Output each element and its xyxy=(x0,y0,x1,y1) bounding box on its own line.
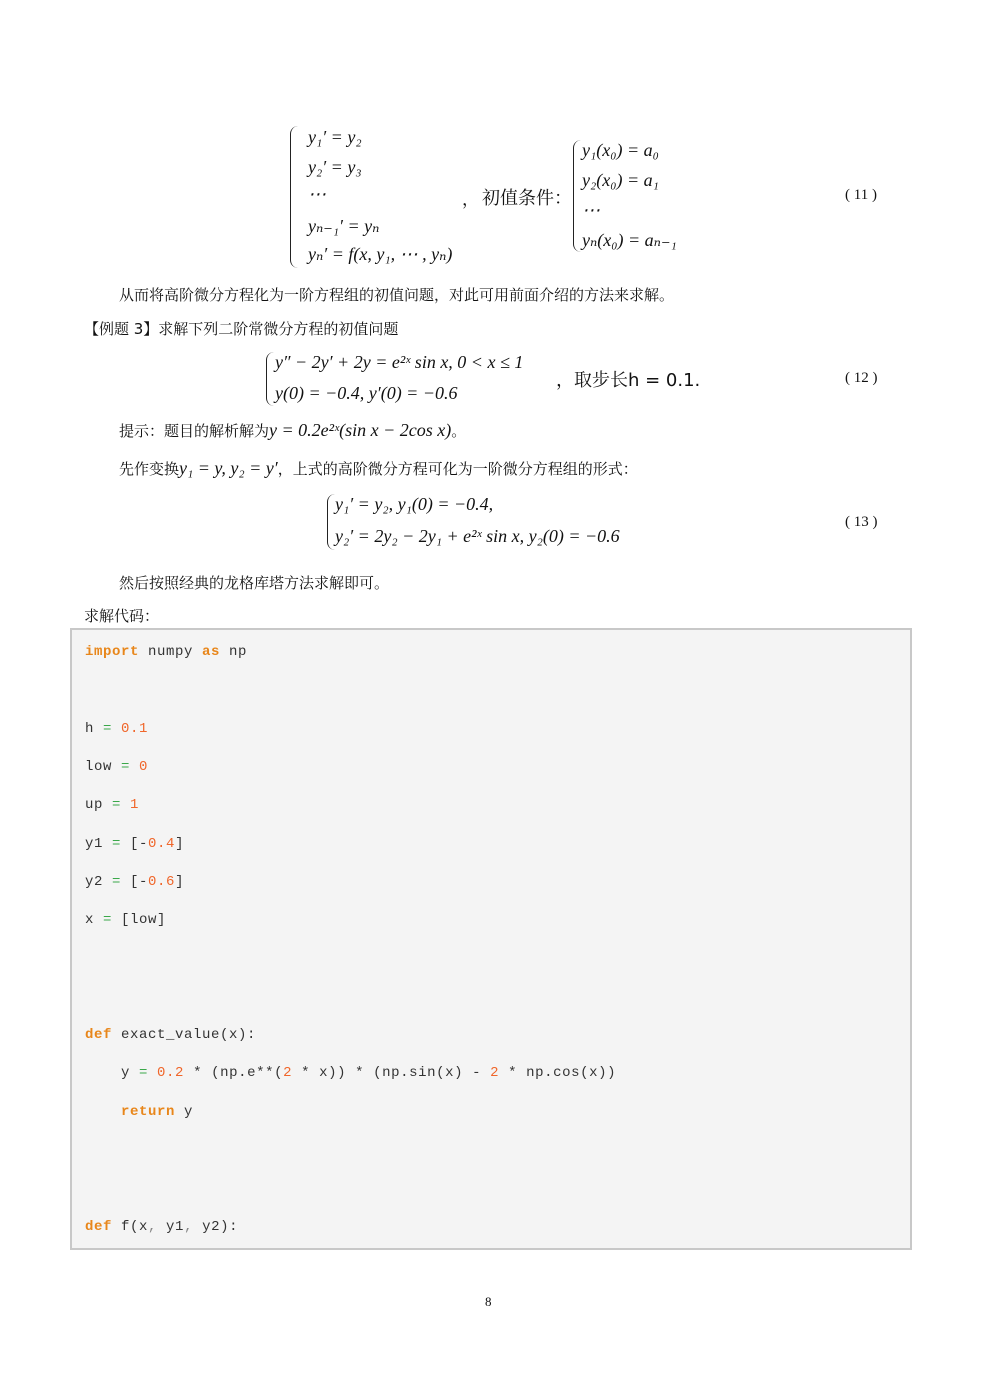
code-token: f(x xyxy=(112,1219,149,1235)
code-token: ] xyxy=(175,874,185,890)
equation-number: ( 13 ) xyxy=(845,514,878,530)
eq11-line: yₙ₋₁′ = yₙ xyxy=(308,216,380,236)
code-line xyxy=(85,797,139,813)
code-token: = xyxy=(103,912,113,928)
step-size: ，取步长h = 0.1. xyxy=(556,370,701,391)
transform-text: ，上式的高阶微分方程可化为一阶微分方程组的形式： xyxy=(277,460,638,478)
code-token xyxy=(112,721,121,737)
code-line xyxy=(85,644,247,660)
example-title: 【例题 3】求解下列二阶常微分方程的初值问题 xyxy=(84,320,399,338)
code-token: 0 xyxy=(139,759,149,775)
code-token: = xyxy=(103,721,113,737)
hint xyxy=(119,420,466,441)
code-token: import xyxy=(85,644,140,660)
code-token: def xyxy=(85,1027,113,1043)
paragraph: 然后按照经典的龙格库塔方法求解即可。 xyxy=(119,574,390,592)
code-token: * np.cos(x)) xyxy=(499,1065,617,1081)
condition-line: y₂(x₀) = a₁ xyxy=(582,170,659,190)
code-token: = xyxy=(112,797,122,813)
code-token: = xyxy=(112,836,122,852)
code-line xyxy=(85,912,166,928)
code-token: y xyxy=(175,1104,194,1120)
code-block xyxy=(70,628,912,1250)
code-token: x xyxy=(85,912,104,928)
code-token: [low] xyxy=(112,912,167,928)
transform xyxy=(119,458,638,479)
eq13-line: y₂′ = 2y₂ − 2y₁ + e²ˣ sin x, y₂(0) = −0.6 xyxy=(335,526,620,546)
code-token: 2 xyxy=(283,1065,293,1081)
right-brace xyxy=(573,140,582,252)
initial-condition-label: 初值条件： xyxy=(482,188,572,209)
code-line xyxy=(85,1027,256,1043)
code-line xyxy=(85,759,148,775)
code-token: numpy xyxy=(139,644,203,660)
left-brace xyxy=(290,126,299,268)
transform-text: 先作变换 xyxy=(119,460,180,478)
code-token: 0.1 xyxy=(121,721,149,737)
code-token: * x)) * (np.sin(x) - xyxy=(292,1065,491,1081)
code-token: 2 xyxy=(490,1065,500,1081)
code-token: y2): xyxy=(193,1219,239,1235)
code-token: y1 xyxy=(157,1219,185,1235)
eq11-line: yₙ′ = f(x, y₁, ⋯ , yₙ) xyxy=(308,244,453,264)
code-token xyxy=(121,797,130,813)
eq11-line: y₂′ = y₃ xyxy=(308,157,362,177)
code-token: exact_value(x): xyxy=(112,1027,257,1043)
code-token: np xyxy=(220,644,248,660)
code-token xyxy=(130,759,139,775)
eq11-line: y₁′ = y₂ xyxy=(308,127,362,147)
condition-line: y₁(x₀) = a₀ xyxy=(582,140,659,160)
code-token: as xyxy=(202,644,221,660)
code-token: , xyxy=(148,1219,158,1235)
equation-number: ( 11 ) xyxy=(845,187,877,203)
code-token: up xyxy=(85,797,113,813)
code-token: low xyxy=(85,759,122,775)
hint-label: 提示：题目的解析解为 xyxy=(119,422,270,440)
eq12-line: y(0) = −0.4, y′(0) = −0.6 xyxy=(275,383,458,403)
condition-line: ⋯ xyxy=(582,200,600,220)
code-line xyxy=(85,721,148,737)
code-token: [- xyxy=(121,874,149,890)
code-token: = xyxy=(121,759,131,775)
code-line xyxy=(85,1104,193,1120)
condition-line: yₙ(x₀) = aₙ₋₁ xyxy=(582,230,677,250)
code-token: 0.6 xyxy=(148,874,176,890)
paragraph: 从而将高阶微分方程化为一阶方程组的初值问题，对此可用前面介绍的方法来求解。 xyxy=(119,286,675,304)
code-token: y2 xyxy=(85,874,113,890)
brace xyxy=(266,352,275,406)
code-line xyxy=(85,1065,616,1081)
code-token xyxy=(148,1065,157,1081)
hint-formula: y = 0.2e²ˣ(sin x − 2cos x) xyxy=(269,420,452,440)
code-token: h xyxy=(85,721,104,737)
comma: ， xyxy=(462,190,479,210)
eq12-line: y″ − 2y′ + 2y = e²ˣ sin x, 0 < x ≤ 1 xyxy=(275,352,524,372)
code-line xyxy=(85,874,184,890)
page-number: 8 xyxy=(485,1294,492,1309)
code-label: 求解代码： xyxy=(84,607,160,625)
code-token: = xyxy=(139,1065,149,1081)
code-token: 0.4 xyxy=(148,836,176,852)
code-token: return xyxy=(121,1104,176,1120)
code-line xyxy=(85,836,184,852)
code-token: , xyxy=(184,1219,194,1235)
eq13-line: y₁′ = y₂, y₁(0) = −0.4, xyxy=(335,494,494,514)
eq11-line: ⋯ xyxy=(308,184,326,204)
code-token: 1 xyxy=(130,797,140,813)
equation-number: ( 12 ) xyxy=(845,370,878,386)
hint-end: 。 xyxy=(451,422,467,440)
code-token: * (np.e**( xyxy=(184,1065,284,1081)
code-token: def xyxy=(85,1219,113,1235)
code-token xyxy=(85,1104,121,1120)
code-line xyxy=(85,1219,238,1235)
code-token: [- xyxy=(121,836,149,852)
code-token: = xyxy=(112,874,122,890)
code-token: y1 xyxy=(85,836,113,852)
code-token: y xyxy=(85,1065,140,1081)
transform-formula: y₁ = y, y₂ = y′ xyxy=(179,458,278,478)
code-token: ] xyxy=(175,836,185,852)
code-token: 0.2 xyxy=(157,1065,185,1081)
